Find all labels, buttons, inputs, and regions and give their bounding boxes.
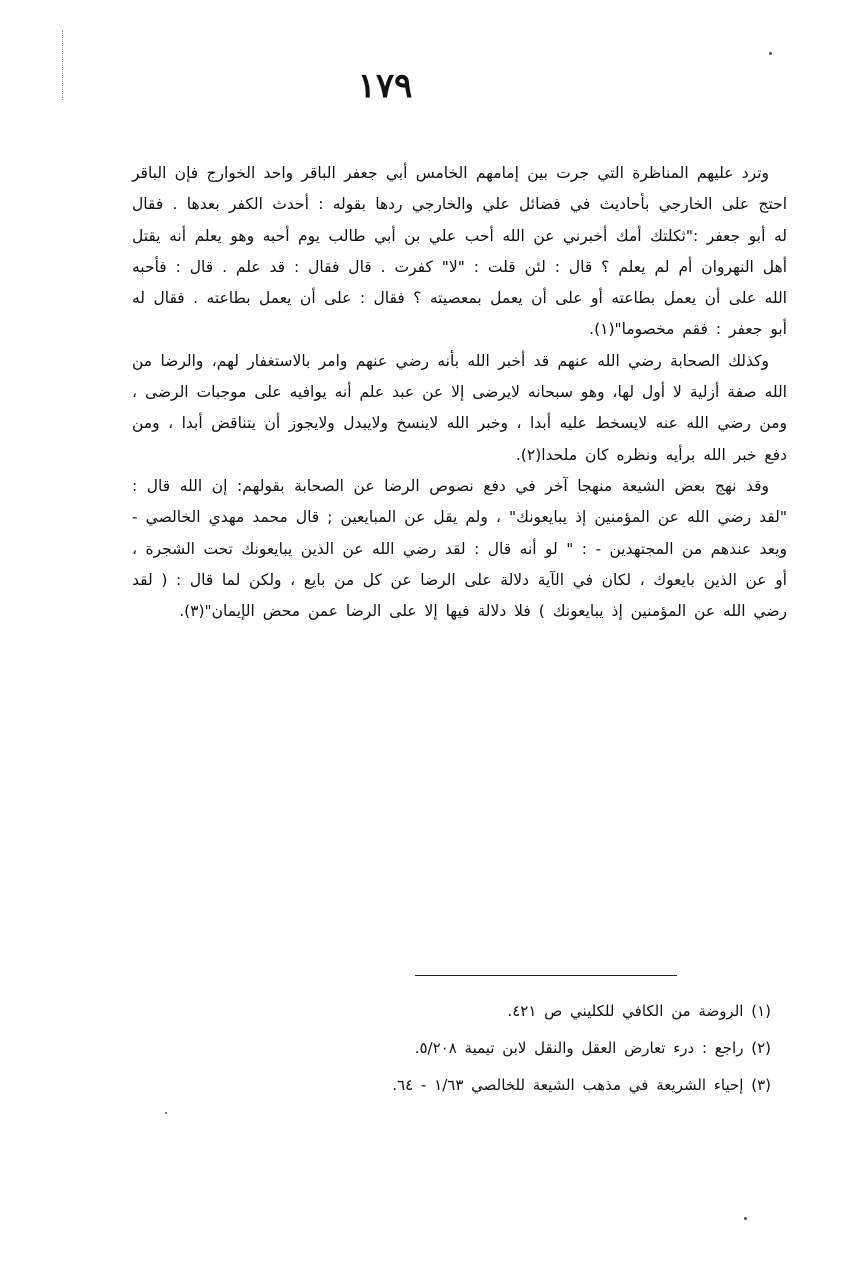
paragraph: وكذلك الصحابة رضي الله عنهم قد أخبر الله بأنه رضي عنهم وامر بالاستغفار لهم، والرضا من الله صفة أزلية لا أول لها، وهو سبحانه لايرضى إلا عن عبد علم أنه يوافيه على موجبات الرضى ، ومن رضي الله عنه لايسخط عليه أبدا ، وخبر الله لاينسخ ولايبدل ولايجوز أن يتناقض أبدا ، ومن دفع خبر الله برأيه ونظره كان ملحدا(٢). (132, 351, 787, 464)
footnote: (٢) راجع : درء تعارض العقل والنقل لابن تيمية ٥/٢٠٨. (414, 1039, 771, 1057)
page-number: ١٧٩ (357, 66, 413, 106)
scan-speck (165, 1112, 167, 1114)
paragraph: وقد نهج بعض الشيعة منهجا آخر في دفع نصوص الرضا عن الصحابة بقولهم: إن الله قال : "لقد رضي الله عن المؤمنين إذ يبايعونك" ، ولم يقل عن المبايعين ; قال محمد مهدي الخالصي - ويعد عندهم من المجتهدين - : " لو أنه قال : لقد رضي الله عن الذين يبايعونك تحت الشجرة ، أو عن الذين بايعوك ، لكان في الآية دلالة على الرضا عن كل من بايع ، ولكن لما قال : ( لقد رضي الله عن المؤمنين إذ يبايعونك ) فلا دلالة فيها إلا على الرضا عمن محض الإيمان"(٣). (132, 476, 787, 621)
footnote: (٣) إحياء الشريعة في مذهب الشيعة للخالصي ١/٦٣ - ٦٤. (392, 1076, 771, 1094)
footnotes (132, 993, 787, 1104)
scan-speck (769, 52, 772, 55)
footnote: (١) الروضة من الكافي للكليني ص ٤٢١. (507, 1002, 771, 1020)
scan-speck (744, 1217, 747, 1220)
footnote-separator (415, 975, 677, 976)
paragraph: وترد عليهم المناظرة التي جرت بين إمامهم الخامس أبي جعفر الباقر واحد الخوارج فإن الباقر احتج على الخارجي بأحاديث في فضائل علي والخارجي ردها بقوله : أحدث الكفر بعدها . فقال له أبو جعفر :"ثكلتك أمك أخبرني عن الله أحب علي بن أبي طالب يوم أحبه وهو يعلم أنه يقتل أهل النهروان أم لم يعلم ؟ قال : لئن قلت : "لا" كفرت . قال فقال : قد علم . قال : فأحبه الله على أن يعمل بطاعته أو على أن يعمل بمعصيته ؟ فقال : على أن يعمل بطاعته . فقال له أبو جعفر : فقم مخصوما"(١). (132, 164, 787, 339)
main-text (132, 158, 787, 627)
